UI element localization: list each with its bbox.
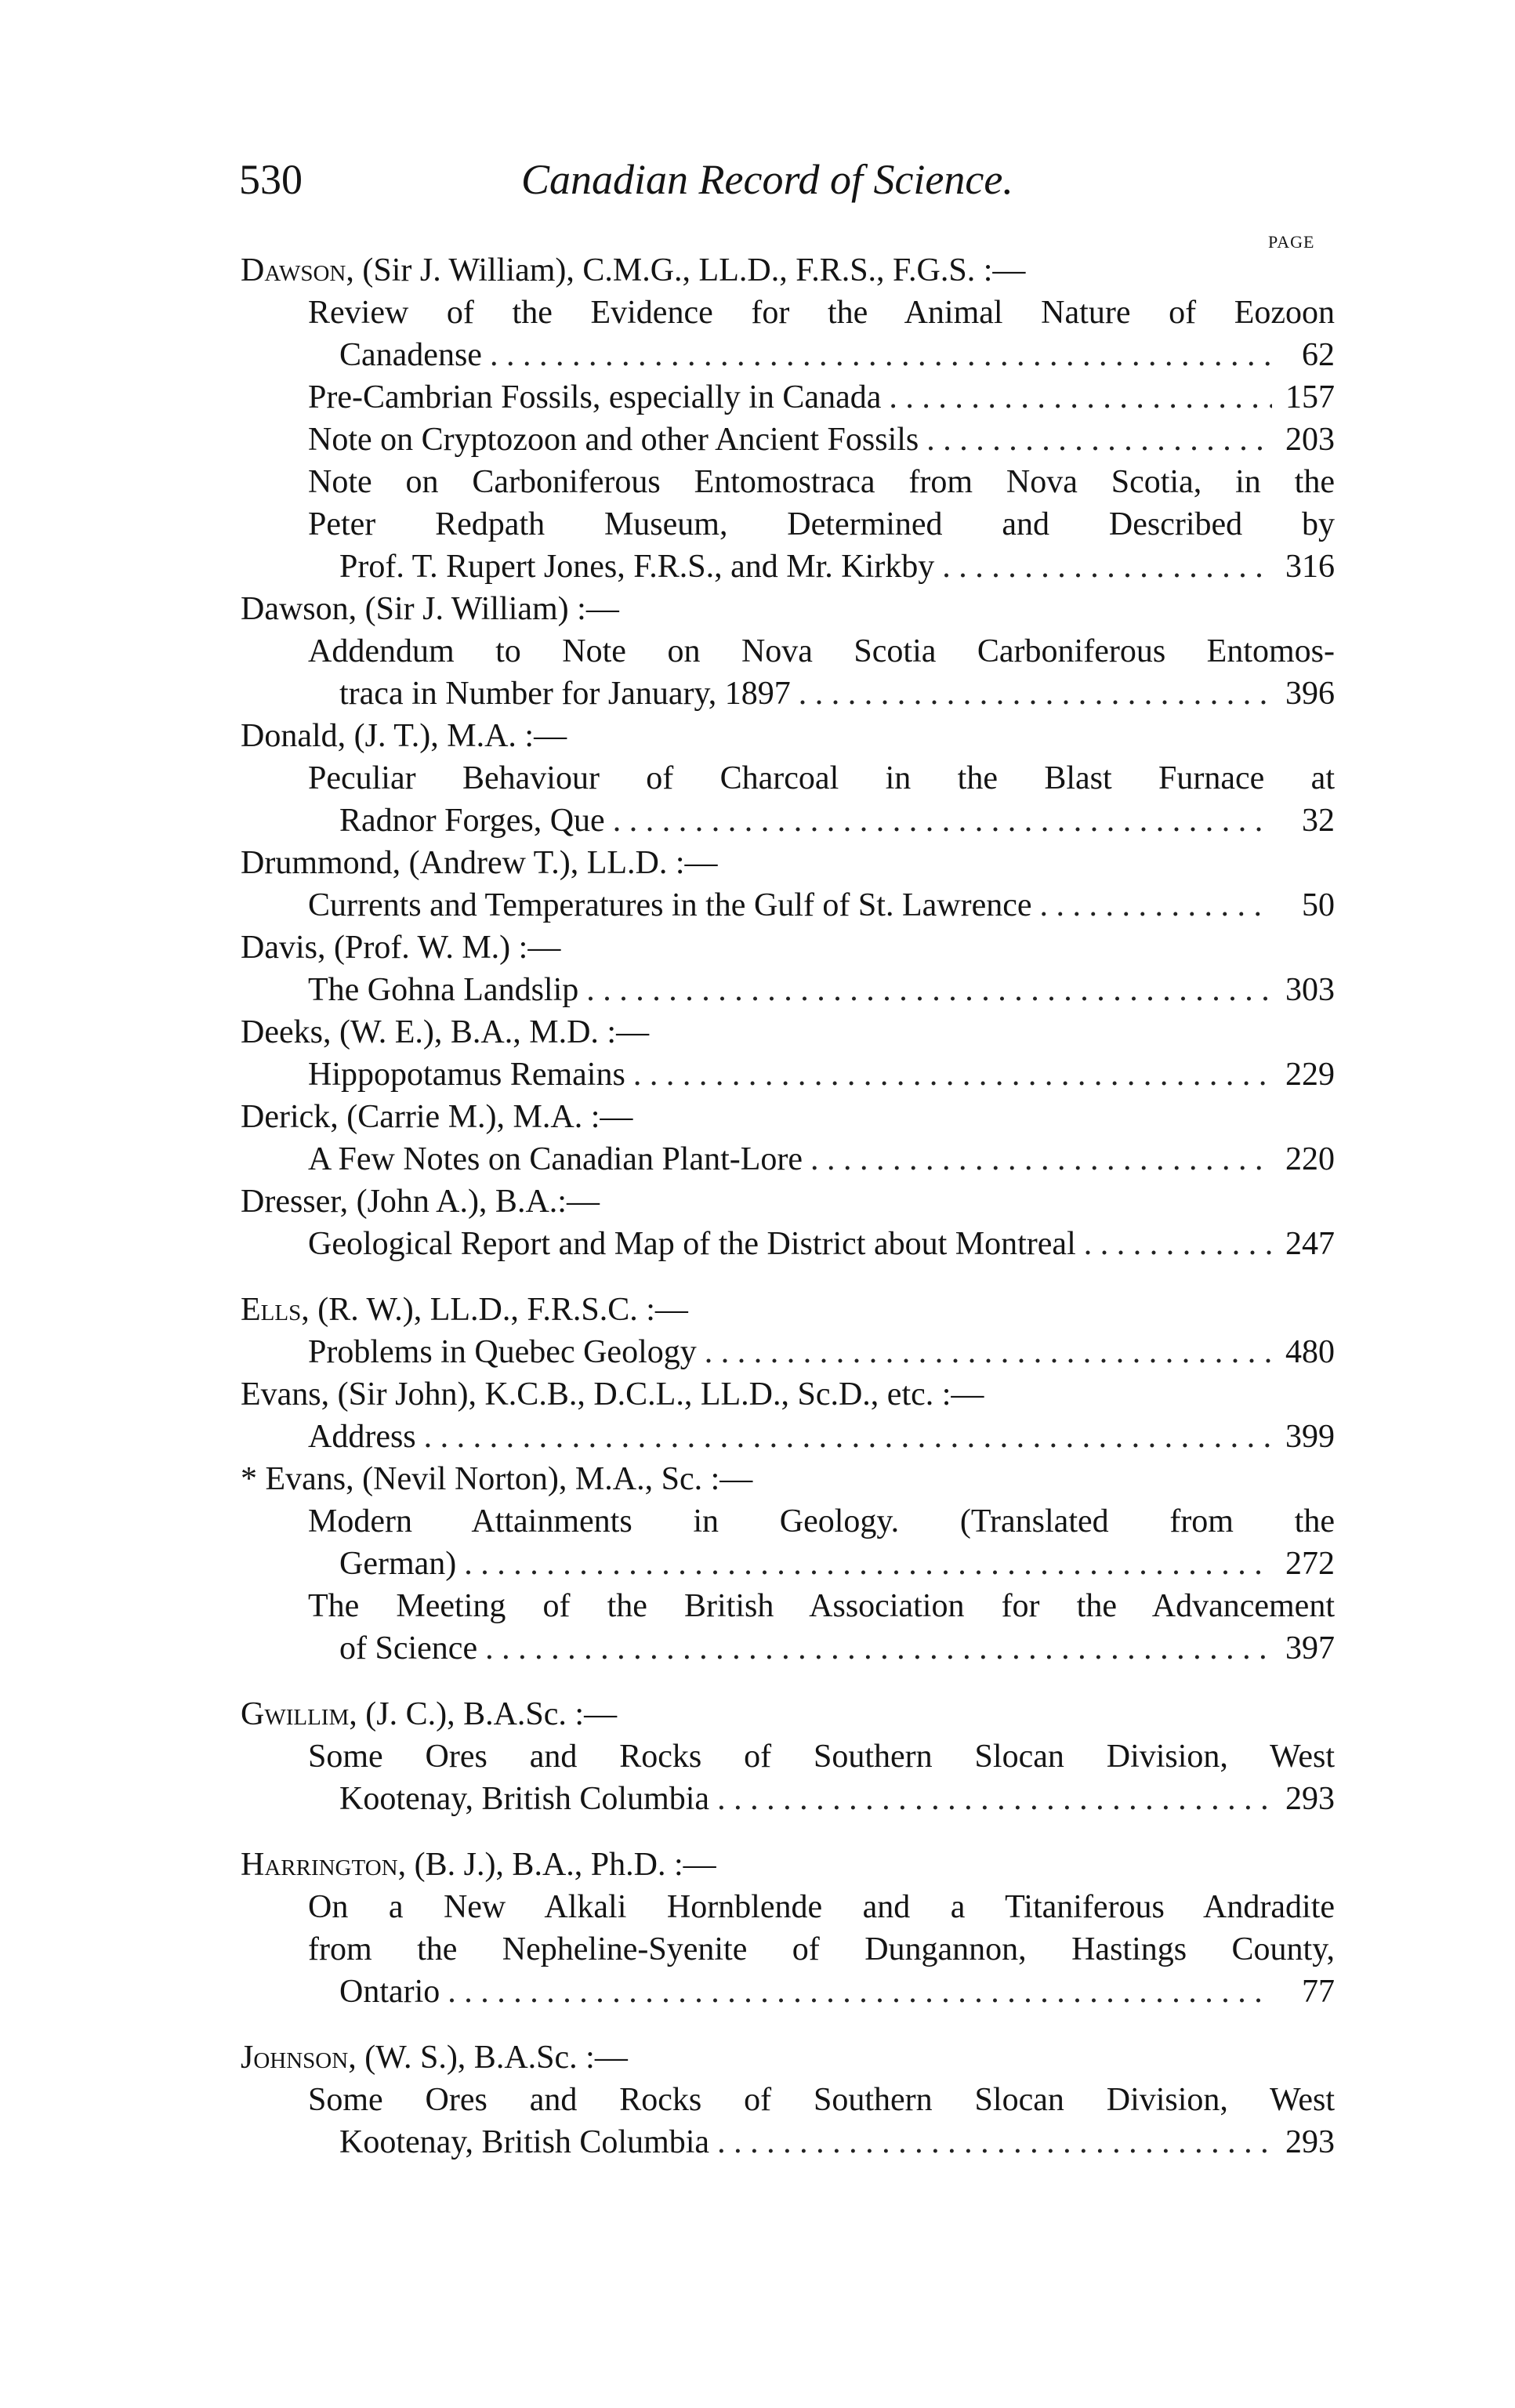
section-gap [0, 1265, 1515, 1289]
index-entry [0, 1373, 1515, 1458]
article-title-final-line [308, 1223, 1335, 1265]
article-title-final-line [308, 1054, 1335, 1096]
index-entry [0, 1011, 1515, 1096]
article-title-final-line [308, 969, 1335, 1011]
page-reference: 303 [1285, 972, 1335, 1008]
dot-leader [942, 546, 1272, 588]
author-surname: Gwillim [241, 1696, 350, 1732]
article-title-text: Address [308, 1419, 416, 1455]
index-entry [0, 1180, 1515, 1265]
author-heading: Johnson, (W. S.), B.A.Sc. :— [241, 2040, 628, 2076]
author-heading: Evans, (Sir John), K.C.B., D.C.L., LL.D., Sc.D., etc. :— [241, 1376, 984, 1413]
dot-leader [717, 2121, 1272, 2163]
page-reference: 293 [1285, 1781, 1335, 1817]
article-title-line: Peculiar Behaviour of Charcoal in the Blast Furnace at [308, 760, 1335, 796]
article-title-text: of Science [339, 1630, 478, 1666]
page-reference: 229 [1285, 1057, 1335, 1093]
article-entry [308, 757, 1335, 842]
article-entry [308, 461, 1335, 588]
article-title-line: from the Nepheline-Syenite of Dungannon, Hastings County, [308, 1931, 1335, 1967]
dot-leader [889, 376, 1272, 419]
author-heading: * Evans, (Nevil Norton), M.A., Sc. :— [241, 1461, 753, 1497]
dot-leader [464, 1543, 1272, 1585]
author-surname: Johnson [241, 2040, 349, 2076]
dot-leader [448, 1971, 1272, 2013]
author-surname: Ells [241, 1292, 302, 1328]
article-title-text: Geological Report and Map of the District about Montreal [308, 1226, 1076, 1262]
index-entry [0, 2036, 1515, 2163]
article-title-text: Kootenay, British Columbia [339, 2124, 710, 2160]
article-entry [308, 969, 1335, 1011]
article-title-line: On a New Alkali Hornblende and a Titaniferous Andradite [308, 1889, 1335, 1925]
article-title-line: Some Ores and Rocks of Southern Slocan Division, West [308, 1739, 1335, 1775]
article-title-text: German) [339, 1546, 457, 1582]
article-entry [308, 630, 1335, 715]
page-reference: 203 [1285, 422, 1335, 458]
page-reference: 272 [1285, 1546, 1335, 1582]
article-title-text: The Gohna Landslip [308, 972, 579, 1008]
article-entry [308, 1223, 1335, 1265]
author-heading: Ells, (R. W.), LL.D., F.R.S.C. :— [241, 1292, 688, 1328]
page-reference: 77 [1302, 1974, 1335, 2010]
page-reference: 480 [1285, 1334, 1335, 1370]
page-reference: 396 [1285, 676, 1335, 712]
article-title-text: Problems in Quebec Geology [308, 1334, 697, 1370]
dot-leader [799, 673, 1272, 715]
page-reference: 50 [1302, 887, 1335, 923]
article-entry [308, 1500, 1335, 1585]
page-reference: 220 [1285, 1141, 1335, 1177]
author-heading: Deeks, (W. E.), B.A., M.D. :— [241, 1014, 650, 1050]
article-title-text: Currents and Temperatures in the Gulf of St. Lawrence [308, 887, 1032, 923]
index-entry [0, 715, 1515, 842]
dot-leader [490, 334, 1272, 376]
index-entry [0, 249, 1515, 588]
index-entry [0, 1458, 1515, 1670]
article-entry [308, 1138, 1335, 1180]
article-title-final-line [308, 1543, 1335, 1585]
author-surname: Dawson [241, 252, 346, 288]
index-entry [0, 927, 1515, 1011]
article-entry [308, 2079, 1335, 2163]
running-header [239, 155, 1356, 218]
article-title-final-line [308, 1416, 1335, 1458]
section-gap [0, 1820, 1515, 1844]
dot-leader [717, 1778, 1272, 1820]
author-heading: Donald, (J. T.), M.A. :— [241, 718, 567, 754]
author-surname: Harrington [241, 1847, 398, 1883]
article-title-final-line [308, 1138, 1335, 1180]
article-title-final-line [308, 1331, 1335, 1373]
article-title-final-line [308, 884, 1335, 927]
article-title-final-line [308, 1778, 1335, 1820]
dot-leader [424, 1416, 1272, 1458]
author-heading: Dresser, (John A.), B.A.:— [241, 1184, 600, 1220]
author-heading: Davis, (Prof. W. M.) :— [241, 930, 561, 966]
article-title-final-line [308, 1971, 1335, 2013]
article-title-line: Some Ores and Rocks of Southern Slocan Division, West [308, 2082, 1335, 2118]
index-entry [0, 1844, 1515, 2013]
article-title-final-line [308, 334, 1335, 376]
article-title-text: Prof. T. Rupert Jones, F.R.S., and Mr. Kirkby [339, 549, 935, 585]
article-entry [308, 1054, 1335, 1096]
page-reference: 247 [1285, 1226, 1335, 1262]
article-title-final-line [308, 1627, 1335, 1670]
page-reference: 157 [1285, 379, 1335, 415]
author-index [0, 249, 1515, 2163]
dot-leader [613, 800, 1272, 842]
page-column-label: PAGE [1268, 232, 1315, 252]
index-entry [0, 1096, 1515, 1180]
dot-leader [705, 1331, 1272, 1373]
index-entry [0, 842, 1515, 927]
article-title-line: Modern Attainments in Geology. (Translated from the [308, 1503, 1335, 1539]
article-title-final-line [308, 673, 1335, 715]
article-entry [308, 1886, 1335, 2013]
article-entry [308, 1735, 1335, 1820]
dot-leader [810, 1138, 1272, 1180]
article-title-final-line [308, 800, 1335, 842]
section-gap [0, 1670, 1515, 1693]
dot-leader [485, 1627, 1272, 1670]
author-heading: Dawson, (Sir J. William), C.M.G., LL.D., F.R.S., F.G.S. :— [241, 252, 1026, 288]
page-number: 530 [239, 156, 303, 203]
article-title-text: A Few Notes on Canadian Plant-Lore [308, 1141, 803, 1177]
dot-leader [1040, 884, 1273, 927]
article-entry [308, 884, 1335, 927]
index-entry [0, 1693, 1515, 1820]
article-title-text: Note on Cryptozoon and other Ancient Fossils [308, 422, 919, 458]
article-title-line: Review of the Evidence for the Animal Nature of Eozoon [308, 295, 1335, 331]
author-heading: Harrington, (B. J.), B.A., Ph.D. :— [241, 1847, 716, 1883]
article-title-text: Pre-Cambrian Fossils, especially in Canada [308, 379, 882, 415]
article-title-text: Radnor Forges, Que [339, 803, 605, 839]
author-heading: Drummond, (Andrew T.), LL.D. :— [241, 845, 718, 881]
index-entry [0, 1289, 1515, 1373]
dot-leader [586, 969, 1272, 1011]
article-title-final-line [308, 2121, 1335, 2163]
article-title-text: Hippopotamus Remains [308, 1057, 625, 1093]
article-entry [308, 376, 1335, 419]
section-gap [0, 2013, 1515, 2036]
article-entry [308, 1416, 1335, 1458]
dot-leader [926, 419, 1272, 461]
dot-leader [633, 1054, 1272, 1096]
author-heading: Derick, (Carrie M.), M.A. :— [241, 1099, 633, 1135]
article-entry [308, 292, 1335, 376]
article-title-text: Kootenay, British Columbia [339, 1781, 710, 1817]
article-title-text: Canadense [339, 337, 482, 373]
article-title-line: Peter Redpath Museum, Determined and Described by [308, 506, 1335, 542]
running-title: Canadian Record of Science. [521, 156, 1013, 203]
page-reference: 32 [1302, 803, 1335, 839]
article-entry [308, 419, 1335, 461]
article-title-line: Addendum to Note on Nova Scotia Carboniferous Entomos- [308, 633, 1335, 669]
page-reference: 62 [1302, 337, 1335, 373]
article-title-line: The Meeting of the British Association for the Advancement [308, 1588, 1335, 1624]
page-reference: 397 [1285, 1630, 1335, 1666]
article-title-text: Ontario [339, 1974, 440, 2010]
article-title-line: Note on Carboniferous Entomostraca from Nova Scotia, in the [308, 464, 1335, 500]
article-title-final-line [308, 419, 1335, 461]
author-heading: Dawson, (Sir J. William) :— [241, 591, 619, 627]
page-reference: 293 [1285, 2124, 1335, 2160]
page-reference: 316 [1285, 549, 1335, 585]
article-title-text: traca in Number for January, 1897 [339, 676, 791, 712]
author-heading: Gwillim, (J. C.), B.A.Sc. :— [241, 1696, 618, 1732]
article-entry [308, 1331, 1335, 1373]
page-reference: 399 [1285, 1419, 1335, 1455]
article-entry [308, 1585, 1335, 1670]
dot-leader [1084, 1223, 1272, 1265]
article-title-final-line [308, 376, 1335, 419]
article-title-final-line [308, 546, 1335, 588]
index-entry [0, 588, 1515, 715]
